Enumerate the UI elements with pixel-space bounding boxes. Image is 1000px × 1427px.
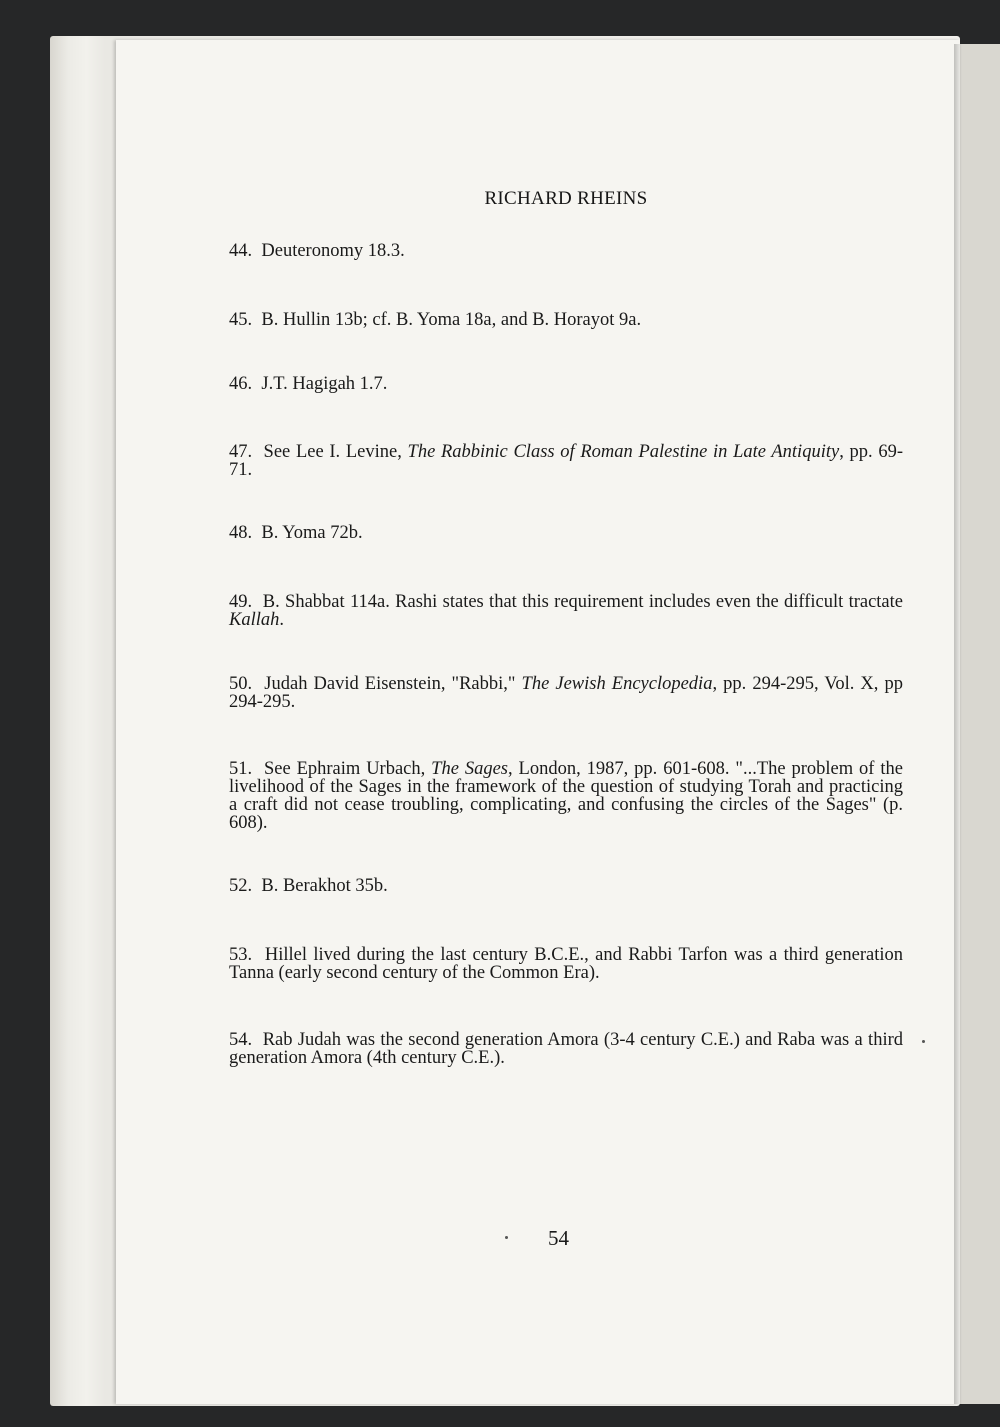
footnote-number: 53. — [229, 945, 253, 965]
page-number: 54 — [548, 1226, 569, 1250]
footnote-number: 45. — [229, 310, 253, 330]
footnote-54 — [229, 1031, 903, 1067]
footnote-48 — [229, 524, 903, 542]
footnote-52 — [229, 877, 903, 895]
footnote-50 — [229, 675, 903, 711]
footnote-number: 44. — [229, 241, 253, 261]
footnote-text-lead: B. Shabbat 114a. Rashi states that this requirement includes even the difficult tractate — [262, 592, 903, 612]
footnote-text: B. Berakhot 35b. — [261, 876, 388, 896]
footnote-number: 47. — [229, 442, 253, 462]
footnote-number: 54. — [229, 1030, 253, 1050]
footnote-number: 49. — [229, 592, 253, 612]
work-title: The Rabbinic Class of Roman Palestine in Late Antiquity — [407, 442, 840, 462]
footnote-number: 52. — [229, 876, 253, 896]
footnote-51 — [229, 760, 903, 832]
footnote-44 — [229, 242, 903, 260]
footnote-text-lead: Judah David Eisenstein, "Rabbi," — [264, 674, 522, 694]
footnote-text: Hillel lived during the last century B.C.E., and Rabbi Tarfon was a third generation Tanna (early second century of the Common Era). — [229, 945, 903, 983]
footnote-text-lead: See Ephraim Urbach, — [263, 759, 432, 779]
footnote-46 — [229, 375, 903, 393]
footnote-text-lead: See Lee I. Levine, — [263, 442, 408, 462]
footnote-text-tail: , pp. 69-71. — [229, 442, 903, 480]
footnote-45 — [229, 311, 903, 329]
footnote-number: 50. — [229, 674, 253, 694]
footnote-number: 46. — [229, 374, 253, 394]
footnote-47 — [229, 443, 903, 479]
footnote-text: B. Hullin 13b; cf. B. Yoma 18a, and B. Horayot 9a. — [261, 310, 642, 330]
footnote-53 — [229, 946, 903, 982]
footnote-49 — [229, 593, 903, 629]
footnote-number: 48. — [229, 523, 253, 543]
footnote-text: B. Yoma 72b. — [261, 523, 363, 543]
footnote-text: J.T. Hagigah 1.7. — [261, 374, 388, 394]
facing-page-edge — [960, 44, 1000, 1404]
footnote-number: 51. — [229, 759, 253, 779]
work-title: The Sages — [431, 759, 508, 779]
gutter-shadow — [954, 44, 962, 1404]
work-title: The Jewish Encyclopedia — [521, 674, 713, 694]
work-title: Kallah — [229, 610, 280, 630]
ink-speck — [922, 1040, 925, 1043]
running-head: RICHARD RHEINS — [484, 188, 648, 209]
ink-speck — [505, 1236, 508, 1239]
footnote-text-tail: , pp. 294-295, Vol. X, pp 294-295. — [229, 674, 903, 712]
footnote-text: Deuteronomy 18.3. — [261, 241, 405, 261]
footnote-text-tail: , London, 1987, pp. 601-608. "...The problem of the livelihood of the Sages in the framework of the question of studying Torah and practicing a craft did not cease troubling, complicating, and confusing the circles of the Sages" (p. 608). — [229, 759, 903, 833]
footnote-text: Rab Judah was the second generation Amora (3-4 century C.E.) and Raba was a third generation Amora (4th century C.E.). — [229, 1030, 903, 1068]
footnote-text-tail: . — [279, 610, 284, 630]
